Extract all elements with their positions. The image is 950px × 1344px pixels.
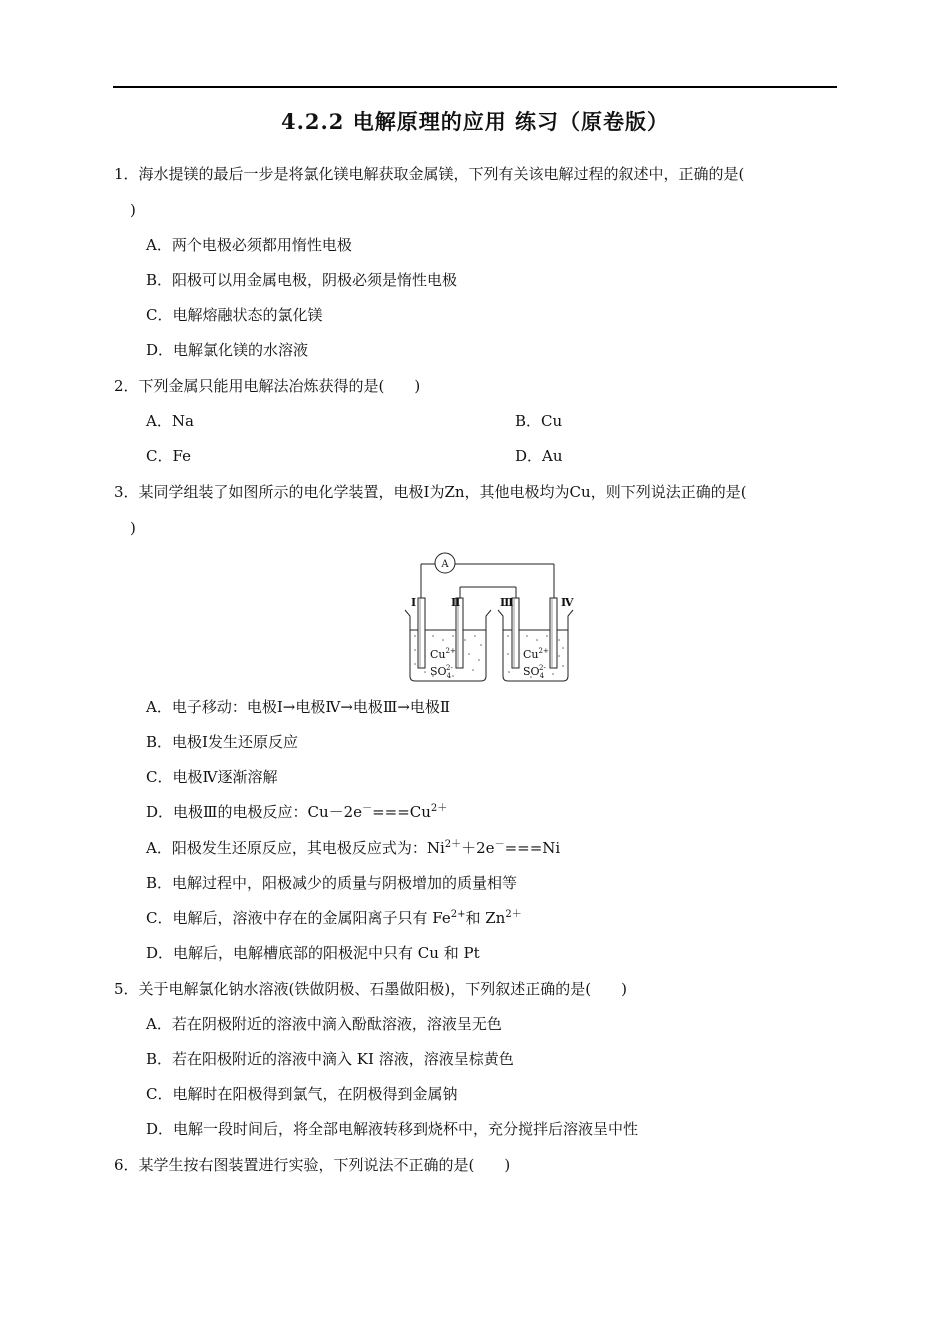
q1-option-a: A．两个电极必须都用惰性电极 <box>146 236 352 254</box>
q1-stem: 1．海水提镁的最后一步是将氯化镁电解获取金属镁，下列有关该电解过程的叙述中，正确的是( <box>114 165 745 183</box>
q4-option-d: D．电解后，电解槽底部的阳极泥中只有 Cu 和 Pt <box>146 944 480 962</box>
q6-stem: 6．某学生按右图装置进行实验，下列说法不正确的是( ) <box>114 1156 511 1174</box>
q3-option-b: B．电极Ⅰ发生还原反应 <box>146 733 298 751</box>
q2-stem: 2．下列金属只能用电解法冶炼获得的是( ) <box>114 377 421 395</box>
q1-option-b: B．阳极可以用金属电极，阴极必须是惰性电极 <box>146 271 458 289</box>
q3-option-c: C．电极Ⅳ逐渐溶解 <box>146 768 278 786</box>
electrode-label-4: Ⅳ <box>561 596 574 609</box>
ammeter-label: A <box>441 559 449 570</box>
q5-option-b: B．若在阳极附近的溶液中滴入 KI 溶液，溶液呈棕黄色 <box>146 1050 514 1068</box>
q5-stem: 5．关于电解氯化钠水溶液(铁做阴极、石墨做阳极)，下列叙述正确的是( ) <box>114 980 627 998</box>
q4-option-a: A．阳极发生还原反应，其电极反应式为：$Ni^{2+}+2e^-===Ni$ <box>146 839 561 857</box>
q5-option-c: C．电解时在阳极得到氯气，在阴极得到金属钠 <box>146 1085 458 1103</box>
q1-option-d: D．电解氯化镁的水溶液 <box>146 341 309 359</box>
q3-stem-end: ) <box>130 519 136 537</box>
q4-option-c: C．电解后，溶液中存在的金属阳离子只有 $Fe^{2+}$和 $Zn^{2+}$ <box>146 909 522 927</box>
q2-option-a: A．Na <box>146 412 194 430</box>
q1-stem-end: ) <box>130 201 136 219</box>
electrode-label-2: Ⅱ <box>451 596 461 609</box>
electrode-label-1: Ⅰ <box>411 596 417 609</box>
q2-option-d: D．Au <box>515 447 563 465</box>
q4-option-b: B．电解过程中，阳极减少的质量与阴极增加的质量相等 <box>146 874 518 892</box>
left-ion-so4: $SO_42-$ <box>430 664 453 680</box>
right-ion-cu: $Cu^{2+}$ <box>523 647 549 661</box>
q5-option-d: D．电解一段时间后，将全部电解液转移到烧杯中，充分搅拌后溶液呈中性 <box>146 1120 639 1138</box>
q1-option-c: C．电解熔融状态的氯化镁 <box>146 306 323 324</box>
q2-option-b: B．Cu <box>515 412 563 430</box>
q2-option-c: C．Fe <box>146 447 191 465</box>
left-ion-cu: $Cu^{2+}$ <box>430 647 456 661</box>
q5-option-a: A．若在阴极附近的溶液中滴入酚酞溶液，溶液呈无色 <box>146 1015 502 1033</box>
right-ion-so4: $SO_42-$ <box>523 664 546 680</box>
electrochemical-apparatus-diagram <box>403 550 583 685</box>
page-title: 4.2.2 电解原理的应用 练习（原卷版） <box>280 109 670 134</box>
header-rule <box>113 86 837 88</box>
electrode-label-3: Ⅲ <box>500 596 514 609</box>
q3-stem: 3．某同学组装了如图所示的电化学装置，电极Ⅰ为Zn，其他电极均为Cu，则下列说法正确的是( <box>114 483 747 501</box>
q3-option-a: A．电子移动：电极Ⅰ→电极Ⅳ→电极Ⅲ→电极Ⅱ <box>146 698 451 716</box>
q3-option-d: D．电极Ⅲ的电极反应：$Cu-2e^-===Cu^{2+}$ <box>146 803 448 821</box>
